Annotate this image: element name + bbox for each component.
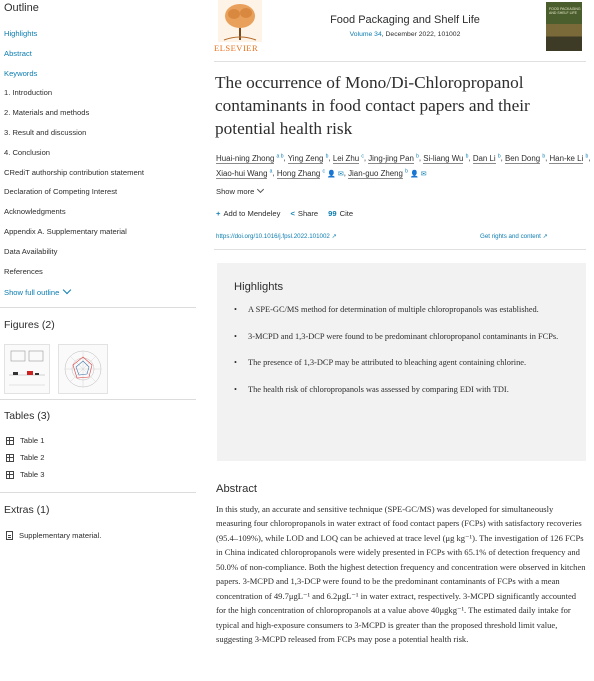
author[interactable] (423, 154, 468, 163)
highlight-item: • The presence of 1,3-DCP may be attributed to bleaching agent containing chlorine. (234, 356, 574, 370)
author-affiliation: b (542, 153, 546, 159)
outline-item-credit[interactable]: CRediT authorship contribution statement (4, 167, 144, 177)
divider (0, 307, 196, 308)
divider (214, 61, 586, 62)
table-icon (6, 471, 14, 479)
extras-title: Extras (1) (4, 504, 50, 516)
outline-item-acknowledgments[interactable]: Acknowledgments (4, 207, 66, 217)
cite-label: Cite (339, 209, 354, 218)
author[interactable] (473, 154, 501, 163)
article-actions (216, 209, 353, 218)
table-link-2[interactable] (6, 453, 45, 462)
author-affiliation: b (416, 153, 419, 159)
cover-title: FOOD PACKAGING AND SHELF LIFE (549, 7, 581, 15)
highlights-list (234, 303, 574, 409)
table-icon (6, 437, 14, 445)
author[interactable] (368, 154, 419, 163)
author-affiliation: b (497, 153, 501, 159)
author[interactable] (277, 169, 344, 178)
show-more-button[interactable] (216, 187, 263, 196)
journal-cover-image[interactable] (546, 2, 582, 51)
outline-sidebar (0, 0, 196, 681)
outline-item-data-availability[interactable]: Data Availability (4, 246, 58, 256)
share-icon: < (290, 209, 295, 218)
document-icon (6, 531, 13, 540)
author-affiliation: c (322, 168, 325, 175)
share-label: Share (297, 209, 319, 218)
share-button[interactable] (290, 209, 318, 218)
outline-item-highlights[interactable]: Highlights (4, 29, 38, 38)
table-link-label: Table 3 (20, 470, 45, 479)
publisher-name: ELSEVIER (214, 43, 259, 53)
author[interactable] (216, 169, 272, 178)
author-list: Huai-ning Zhong $^{a b}$, Ying Zeng $^b$, Lei Zhu $^c$, Jing-jing Pan $^b$, Si-liang Wu $^b$, Dan Li $^b$, Ben Dong $^b$, Han-ke Li $^b$, Xiao-hui Wang $^a$, Hong Zhang $^c$ 👤 ✉, Jian-guo Zheng $^b$ 👤 ✉ (216, 153, 591, 178)
author-name: Huai-ning Zhong (216, 153, 275, 163)
author-name: Hong Zhang (276, 168, 321, 178)
outline-item-references[interactable]: References (4, 266, 43, 276)
table-icon (6, 454, 14, 462)
outline-item-materials[interactable]: 2. Materials and methods (4, 108, 90, 118)
author[interactable] (505, 154, 545, 163)
divider (214, 249, 586, 250)
author-name: Han-ke Li (549, 153, 584, 163)
show-full-outline-label: Show full outline (4, 288, 60, 297)
author-affiliation: b (405, 168, 408, 175)
quote-icon: 99 (328, 209, 337, 218)
outline-item-declaration[interactable]: Declaration of Competing Interest (4, 187, 118, 197)
abstract-title: Abstract (216, 483, 258, 495)
chevron-down-icon (63, 286, 71, 294)
author-name: Ben Dong (505, 153, 541, 163)
supplementary-material-label: Supplementary material. (19, 531, 102, 540)
highlight-item: • 3-MCPD and 1,3-DCP were found to be predominant chloropropanol contaminants in FCPs. (234, 330, 574, 344)
outline-item-results[interactable]: 3. Result and discussion (4, 127, 87, 137)
author-name: Jian-guo Zheng (348, 168, 403, 178)
author[interactable] (348, 169, 427, 178)
outline-item-conclusion[interactable]: 4. Conclusion (4, 147, 51, 157)
author-affiliation: b (325, 153, 329, 159)
outline-list (4, 28, 194, 285)
figure-thumbnail-2[interactable] (58, 344, 108, 394)
supplementary-material-link[interactable] (6, 531, 101, 540)
divider (0, 492, 196, 493)
journal-title-link[interactable]: Food Packaging and Shelf Life (330, 14, 480, 26)
table-link-3[interactable] (6, 470, 45, 479)
highlight-item: • A SPE-GC/MS method for determination of multiple chloropropanols was established. (234, 303, 574, 317)
cite-button[interactable] (328, 209, 353, 218)
author-name: Lei Zhu (332, 153, 360, 163)
plus-icon: + (216, 209, 221, 218)
author-name: Xiao-hui Wang (216, 168, 268, 178)
author-contact-icons[interactable]: 👤 ✉ (327, 170, 344, 178)
author-affiliation: b (465, 153, 469, 159)
chevron-down-icon (257, 186, 264, 193)
outline-item-abstract[interactable]: Abstract (4, 48, 32, 58)
table-link-label: Table 1 (20, 436, 45, 445)
outline-title: Outline (4, 2, 39, 14)
show-full-outline-button[interactable] (4, 288, 70, 297)
author-affiliation: b (585, 153, 589, 159)
author[interactable] (549, 154, 588, 163)
author[interactable] (216, 154, 284, 163)
author-affiliation: a b (276, 153, 284, 159)
doi-link[interactable]: https://doi.org/10.1016/j.fpsl.2022.101002 ↗ (216, 233, 337, 240)
article-title: The occurrence of Mono/Di-Chloropropanol contaminants in food contact papers and their potential health risk (215, 73, 530, 138)
highlights-box (217, 263, 586, 461)
add-to-mendeley-button[interactable] (216, 209, 280, 218)
figures-title: Figures (2) (4, 319, 55, 331)
author-name: Jing-jing Pan (368, 153, 414, 163)
author[interactable] (288, 154, 329, 163)
author-contact-icons[interactable]: 👤 ✉ (410, 170, 427, 178)
show-more-label: Show more (216, 187, 255, 196)
author-affiliation: c (361, 153, 364, 159)
table-link-1[interactable] (6, 436, 45, 445)
journal-volume (285, 31, 525, 38)
author[interactable] (333, 154, 364, 163)
abstract-body: In this study, an accurate and sensitive technique (SPE-GC/MS) was developed for simultaneously measuring four chloropropanols in water extract of food contact papers (FCPs) with satisfactory recoveries (95.4–109%), while LOD and LOQ can be achieved at trace level (μg kg⁻¹). The investigation of 126 FCPs in China indicated chloropropanols were widely presented in FCPs with 65.1% of detection frequency and 50.0% of non-compliance. Both the highest detection frequency and concentration were observed in kitchen papers. 3-MCPD and 1,3-DCP were found to be the predominant contaminants of FCPs with a mean concentration of 49.7μgL⁻¹ and 6.2μgL⁻¹ in water extract, respectively. 3-MCPD significantly accounted for the high concentration of chloropropanols at a value above 40μgkg⁻¹. The estimated daily intake for typical and high-exposure consumers to 3-MCPD is greater than the proposed threshold limit value, suggesting 3-MCPD released from FCPs may pose a potential health risk. (216, 504, 586, 645)
author-name: Si-liang Wu (423, 153, 464, 163)
author-name: Dan Li (472, 153, 496, 163)
add-to-mendeley-label: Add to Mendeley (223, 209, 281, 218)
rights-content-link[interactable]: Get rights and content ↗ (480, 233, 548, 240)
author-name: Ying Zeng (287, 153, 324, 163)
volume-details: , December 2022, 101002 (381, 31, 461, 38)
divider (0, 399, 196, 400)
outline-item-keywords[interactable]: Keywords (4, 68, 38, 78)
highlights-title: Highlights (234, 281, 284, 293)
outline-item-appendix[interactable]: Appendix A. Supplementary material (4, 226, 127, 236)
table-link-label: Table 2 (20, 453, 45, 462)
author-affiliation: a (269, 168, 273, 175)
outline-item-introduction[interactable]: 1. Introduction (4, 88, 53, 98)
figure-thumbnail-1[interactable] (4, 344, 50, 394)
highlight-item: • The health risk of chloropropanols was assessed by comparing EDI with TDI. (234, 383, 574, 397)
volume-link[interactable]: Volume 34 (349, 31, 382, 38)
tables-title: Tables (3) (4, 410, 51, 422)
